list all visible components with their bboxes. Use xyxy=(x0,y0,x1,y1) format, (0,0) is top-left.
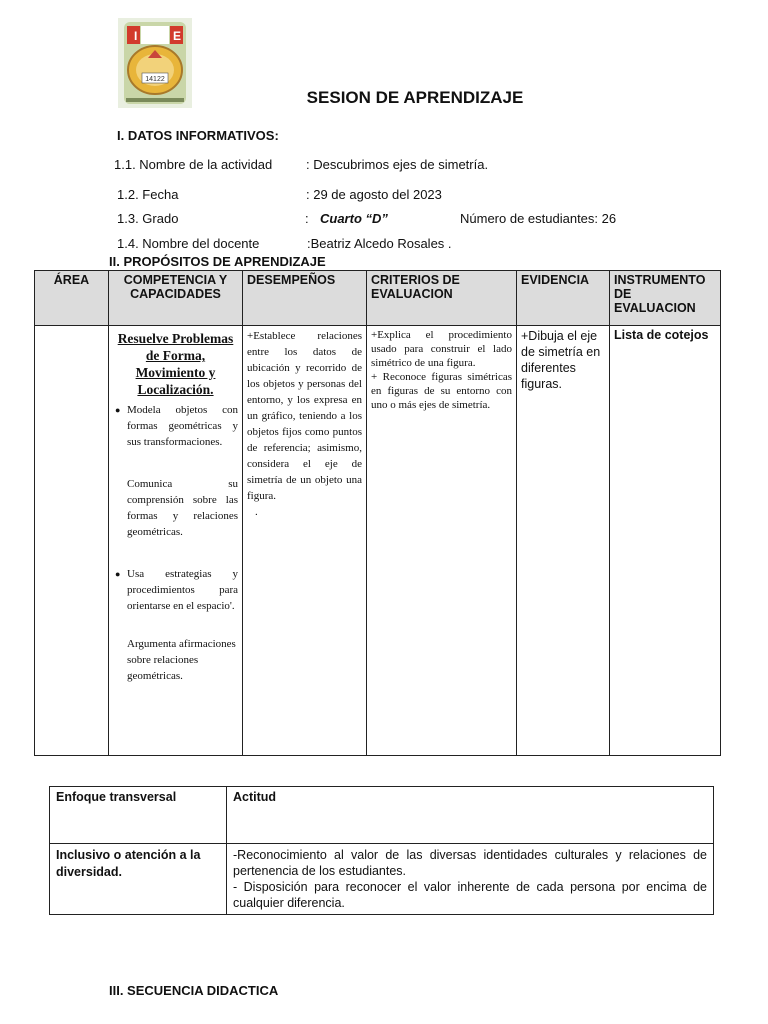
nombre-actividad-label: 1.1. Nombre de la actividad xyxy=(114,157,273,172)
section-secuencia-title: III. SECUENCIA DIDACTICA xyxy=(109,983,279,998)
docente-value: :Beatriz Alcedo Rosales . xyxy=(307,236,452,251)
header-area: ÁREA xyxy=(35,271,109,326)
grado-label: 1.3. Grado xyxy=(117,211,179,226)
header-desempenos: DESEMPEÑOS xyxy=(243,271,367,326)
list-item xyxy=(115,566,238,614)
area-cell xyxy=(35,326,109,756)
bullet-spacer xyxy=(115,636,127,684)
capacidad-text: Comunica su comprensión sobre las formas y relaciones geométricas. xyxy=(127,478,238,538)
bullet-icon: ● xyxy=(115,405,121,415)
header-evidencia: EVIDENCIA xyxy=(517,271,610,326)
bullet-icon: ● xyxy=(115,569,121,579)
actitudes-cell xyxy=(227,844,714,915)
competencia-title: Resuelve Problemas de Forma, Movimiento y Localización. xyxy=(117,331,234,397)
enfoque-header: Enfoque transversal xyxy=(50,787,227,844)
capacidad-text: Argumenta afirmaciones sobre relaciones geométricas. xyxy=(127,638,236,682)
bullet-spacer xyxy=(115,476,127,540)
capacidad-text: Modela objetos con formas geométricas y sus transformaciones. xyxy=(127,404,238,448)
nombre-actividad-value: : Descubrimos ejes de simetría. xyxy=(306,157,489,172)
table-row xyxy=(35,326,721,756)
fecha-label: 1.2. Fecha xyxy=(117,187,179,202)
actitud-text: -Reconocimiento al valor de las diversas identidades culturales y relaciones de pertenencia de los estudiantes. xyxy=(233,848,707,878)
table-row xyxy=(50,844,714,915)
desempenos-text: +Establece relaciones entre los datos de ubicación y recorrido de los objetos y personas del entorno, y los expresa en un gráfico, teniendo a los objetos fijos como puntos de referencia; asimismo, considera el eje de simetría de un objeto una figura. xyxy=(247,330,362,502)
capacidad-text: Usa estrategias y procedimientos para orientarse en el espacio'. xyxy=(127,568,238,612)
section-datos-title: I. DATOS INFORMATIVOS: xyxy=(117,128,279,143)
header-competencia: COMPETENCIA Y CAPACIDADES xyxy=(109,271,243,326)
header-criterios: CRITERIOS DE EVALUACION xyxy=(367,271,517,326)
header-instrumento: INSTRUMENTO DE EVALUACION xyxy=(610,271,721,326)
propositos-table xyxy=(34,270,721,756)
enfoque-table xyxy=(49,786,714,915)
grado-colon: : xyxy=(305,211,309,226)
fecha-value: : 29 de agosto del 2023 xyxy=(306,187,442,202)
list-item xyxy=(115,476,238,540)
criterio-text: +Explica el procedimiento usado para construir el lado simétrico de una figura. xyxy=(371,329,512,369)
grado-value: Cuarto “D” xyxy=(320,211,388,226)
actitud-header: Actitud xyxy=(227,787,714,844)
document-title: SESION DE APRENDIZAJE xyxy=(306,88,524,107)
svg-text:I: I xyxy=(134,29,138,43)
numero-estudiantes: Número de estudiantes: 26 xyxy=(460,211,617,226)
instrumento-text: Lista de cotejos xyxy=(614,328,709,342)
capacidades-list xyxy=(115,402,238,684)
instrumento-cell xyxy=(610,326,721,756)
desempenos-trailing: . xyxy=(255,506,258,518)
evidencia-cell xyxy=(517,326,610,756)
competencia-cell xyxy=(109,326,243,756)
desempenos-cell xyxy=(243,326,367,756)
section-propositos-title: II. PROPÓSITOS DE APRENDIZAJE xyxy=(109,254,326,269)
actitud-text: - Disposición para reconocer el valor inherente de cada persona por encima de cualquier diferencia. xyxy=(233,880,707,910)
svg-text:E: E xyxy=(173,29,182,43)
list-item xyxy=(115,636,238,684)
table-header-row xyxy=(50,787,714,844)
docente-label: 1.4. Nombre del docente xyxy=(117,236,260,251)
list-item xyxy=(115,402,238,450)
enfoque-name: Inclusivo o atención a la diversidad. xyxy=(50,844,227,915)
criterios-cell xyxy=(367,326,517,756)
table-header-row xyxy=(35,271,721,326)
criterio-text: + Reconoce figuras simétricas en figuras de su entorno con uno o más ejes de simetría. xyxy=(371,371,512,411)
evidencia-text: +Dibuja el eje de simetría en diferentes figuras. xyxy=(521,329,601,391)
logo-number: 14122 xyxy=(145,76,165,83)
